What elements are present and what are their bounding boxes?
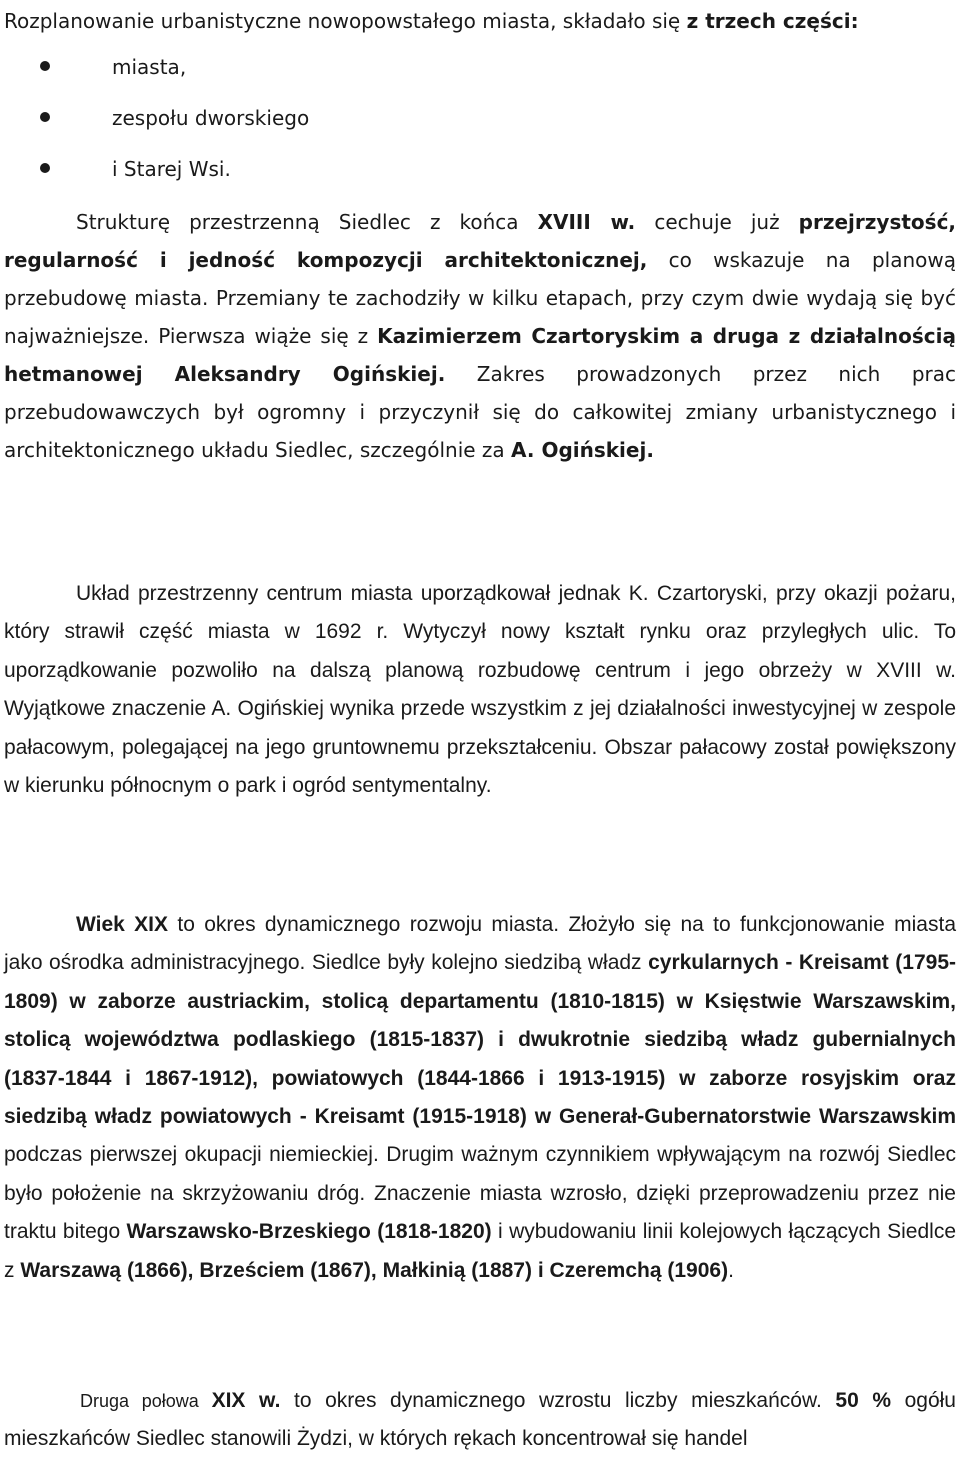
p3-text: to okres dynamicznego rozwoju miasta. Złożyło się na to funkcjonowanie miasta jako ośrodka administracyjnego. Siedlce były kolejno siedzibą władz [4,913,957,975]
p3-text: i wybudowaniu linii kolejowych łączących Siedlce z [4,1220,956,1282]
p1-text: cechuje już [635,210,799,234]
p3-bold: Warszawsko-Brzeskiego (1818-1820) [126,1220,492,1244]
p4-text: Druga połowa [80,1391,212,1411]
bullet-icon [40,163,50,173]
p1-bold: XVIII w. [537,210,636,234]
bullet-icon [40,112,50,122]
intro-bold: z trzech części: [686,9,859,33]
parts-list [4,48,956,201]
p3-bold: cyrkularnych - Kreisamt (1795-1809) w zaborze austriackim, stolicą departamentu (1810-1815) w Księstwie Warszawskim, stolicą województwa podlaskiego (1815-1837) i dwukrotnie siedzibą władz gubernialnych (1837-1844 i 1867-1912), powiatowych (1844-1866 i 1913-1915) w zaborze rosyjskim oraz siedzibą władz powiatowych - Kreisamt (1915-1918) w Generał-Gubernatorstwie Warszawskim [4,951,956,1129]
list-item [4,99,956,150]
p1-text: Strukturę przestrzenną Siedlec z końca [76,210,538,234]
list-item-text: miasta, [112,55,187,79]
p4-bold: XIX w. [211,1389,281,1412]
paragraph-center-layout [4,575,956,805]
p3-text: . [728,1258,734,1282]
list-item-text: zespołu dworskiego [112,106,310,130]
bullet-icon [40,61,50,71]
p1-text: Zakres prowadzonych przez nich prac przebudowawczych był ogromny i przyczynił się do całkowitej zmiany urbanistycznego i architektonicznego układu Siedlec, szczególnie za [4,362,956,462]
intro-sentence [4,2,956,40]
paragraph-structure [4,203,956,469]
p4-text: to okres dynamicznego wzrostu liczby mieszkańców. [280,1389,836,1412]
p1-bold: przejrzystość, regularność i jedność kompozycji architektonicznej, [4,210,957,272]
list-item-text: i Starej Wsi. [112,157,231,181]
p3-bold: Warszawą (1866), Brześciem (1867), Małkinią (1887) i Czeremchą (1906) [20,1258,729,1282]
paragraph-population [4,1382,956,1459]
list-item [4,150,956,201]
p3-text: podczas pierwszej okupacji niemieckiej. Drugim ważnym czynnikiem wpływającym na rozwój Siedlec było położenie na skrzyżowaniu dróg. Znaczenie miasta wzrosło, dzięki przeprowadzeniu przez nie traktu bitego [4,1143,956,1244]
p2-text: Układ przestrzenny centrum miasta uporządkował jednak K. Czartoryski, przy okazji pożaru, który strawił część miasta w 1692 r. Wytyczył nowy kształt rynku oraz przyległych ulic. To uporządkowanie pozwoliło na dalszą planową rozbudowę centrum i jego obrzeży w XVIII w. Wyjątkowe znaczenie A. Ogińskiej wynika przede wszystkim z jej działalności inwestycyjnej w zespole pałacowym, polegającej na jego gruntownemu przekształceniu. Obszar pałacowy został powiększony w kierunku północnym o park i ogród sentymentalny. [4,582,956,798]
paragraph-nineteenth-century [4,906,956,1290]
p4-bold: 50 % [835,1389,892,1412]
p1-bold: A. Ogińskiej. [511,438,654,462]
p3-bold: Wiek XIX [76,913,169,936]
p4-text: ogółu mieszkańców Siedlec stanowili Żydzi, w których rękach koncentrował się handel [4,1389,956,1451]
list-item [4,48,956,99]
p1-bold: Kazimierzem Czartoryskim a druga z działalnością hetmanowej Aleksandry Ogińskiej. [4,324,956,386]
p1-text: co wskazuje na planową przebudowę miasta. Przemiany te zachodziły w kilku etapach, przy czym dwie wydają się być najważniejsze. Pierwsza wiąże się z [4,248,956,348]
intro-lead: Rozplanowanie urbanistyczne nowopowstałego miasta, składało się [4,9,687,33]
